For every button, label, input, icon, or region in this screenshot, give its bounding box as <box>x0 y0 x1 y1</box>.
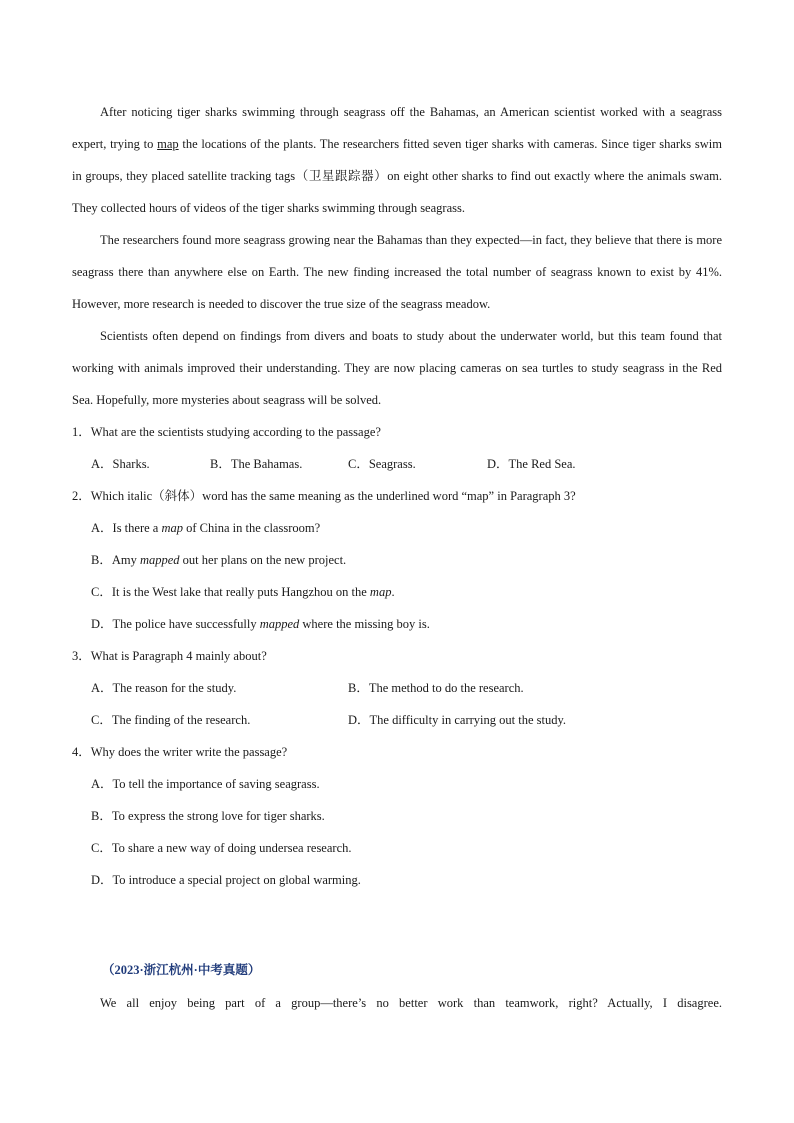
reading-passage-page <box>72 96 722 896</box>
question-3-options-row-1 <box>72 672 722 704</box>
paragraph-1-after: the locations of the plants. The researchers fitted seven tiger sharks with cameras. Since tiger sharks swim in groups, they placed satellite tracking tags（卫星跟踪器）on eight other sharks to find out exactly where the animals swam. They collected hours of videos of the tiger sharks swimming through seagrass. <box>72 137 722 215</box>
q1-option-b[interactable]: B．The Bahamas. <box>210 457 303 471</box>
q2-option-d[interactable] <box>72 608 722 640</box>
paragraph-2: The researchers found more seagrass growing near the Bahamas than they expected—in fact, they believe that there is more seagrass there than anywhere else on Earth. The new finding increased the total number of seagrass known to exist by 41%. However, more research is needed to discover the true size of the seagrass meadow. <box>72 233 722 311</box>
paragraph-3: Scientists often depend on findings from divers and boats to study about the underwater world, but this team found that working with animals improved their understanding. They are now placing cameras on sea turtles to study seagrass in the Red Sea. Hopefully, more mysteries about seagrass will be solved. <box>72 329 722 407</box>
q2-option-c-post: . <box>391 585 395 599</box>
q3-option-d[interactable]: D．The difficulty in carrying out the study. <box>348 713 567 727</box>
question-3-options-row-2 <box>72 704 722 736</box>
paragraph-1 <box>72 96 722 224</box>
q2-option-a-pre: A．Is there a <box>91 521 162 535</box>
q2-option-d-post: where the missing boy is. <box>299 617 430 631</box>
q2-option-d-pre: D．The police have successfully <box>91 617 260 631</box>
q2-option-b-italic: mapped <box>139 553 180 567</box>
q2-option-a-italic: map <box>161 521 183 535</box>
underlined-word-map: map <box>157 137 179 151</box>
question-3-stem: 3．What is Paragraph 4 mainly about? <box>72 649 267 663</box>
exam-source-label: （2023·浙江杭州·中考真题） <box>102 963 261 977</box>
question-1-stem: 1．What are the scientists studying according to the passage? <box>72 425 381 439</box>
q4-option-d[interactable]: D．To introduce a special project on global warming. <box>91 873 361 887</box>
q2-option-c-pre: C．It is the West lake that really puts Hangzhou on the <box>91 585 370 599</box>
q2-option-c[interactable] <box>72 576 722 608</box>
question-2-stem: 2．Which italic（斜体）word has the same meaning as the underlined word “map” in Paragraph 3? <box>72 489 576 503</box>
q2-option-b-pre: B．Amy <box>91 553 140 567</box>
q2-option-b[interactable] <box>72 544 722 576</box>
q1-option-d[interactable]: D．The Red Sea. <box>487 457 576 471</box>
q3-option-c[interactable]: C．The finding of the research. <box>91 713 251 727</box>
q2-option-a-post: of China in the classroom? <box>183 521 321 535</box>
question-4-stem: 4．Why does the writer write the passage? <box>72 745 288 759</box>
next-passage-first-line: We all enjoy being part of a group—there’s no better work than teamwork, right? Actually, I disagree. <box>100 996 722 1010</box>
q2-option-a[interactable] <box>72 512 722 544</box>
q1-option-c[interactable]: C．Seagrass. <box>348 457 416 471</box>
q4-option-c[interactable]: C．To share a new way of doing undersea research. <box>91 841 352 855</box>
q2-option-d-italic: mapped <box>259 617 300 631</box>
q3-option-a[interactable]: A．The reason for the study. <box>91 681 237 695</box>
q4-option-a[interactable]: A．To tell the importance of saving seagrass. <box>91 777 320 791</box>
q2-option-c-italic: map <box>369 585 392 599</box>
q3-option-b[interactable]: B．The method to do the research. <box>348 681 524 695</box>
q4-option-b[interactable]: B．To express the strong love for tiger sharks. <box>91 809 325 823</box>
question-1-options <box>72 448 722 480</box>
paragraph-1-before: After noticing tiger sharks swimming through seagrass off the Bahamas, an American scientist worked with a seagrass expert, trying to <box>72 105 722 151</box>
q1-option-a[interactable]: A．Sharks. <box>91 457 150 471</box>
q2-option-b-post: out her plans on the new project. <box>179 553 347 567</box>
